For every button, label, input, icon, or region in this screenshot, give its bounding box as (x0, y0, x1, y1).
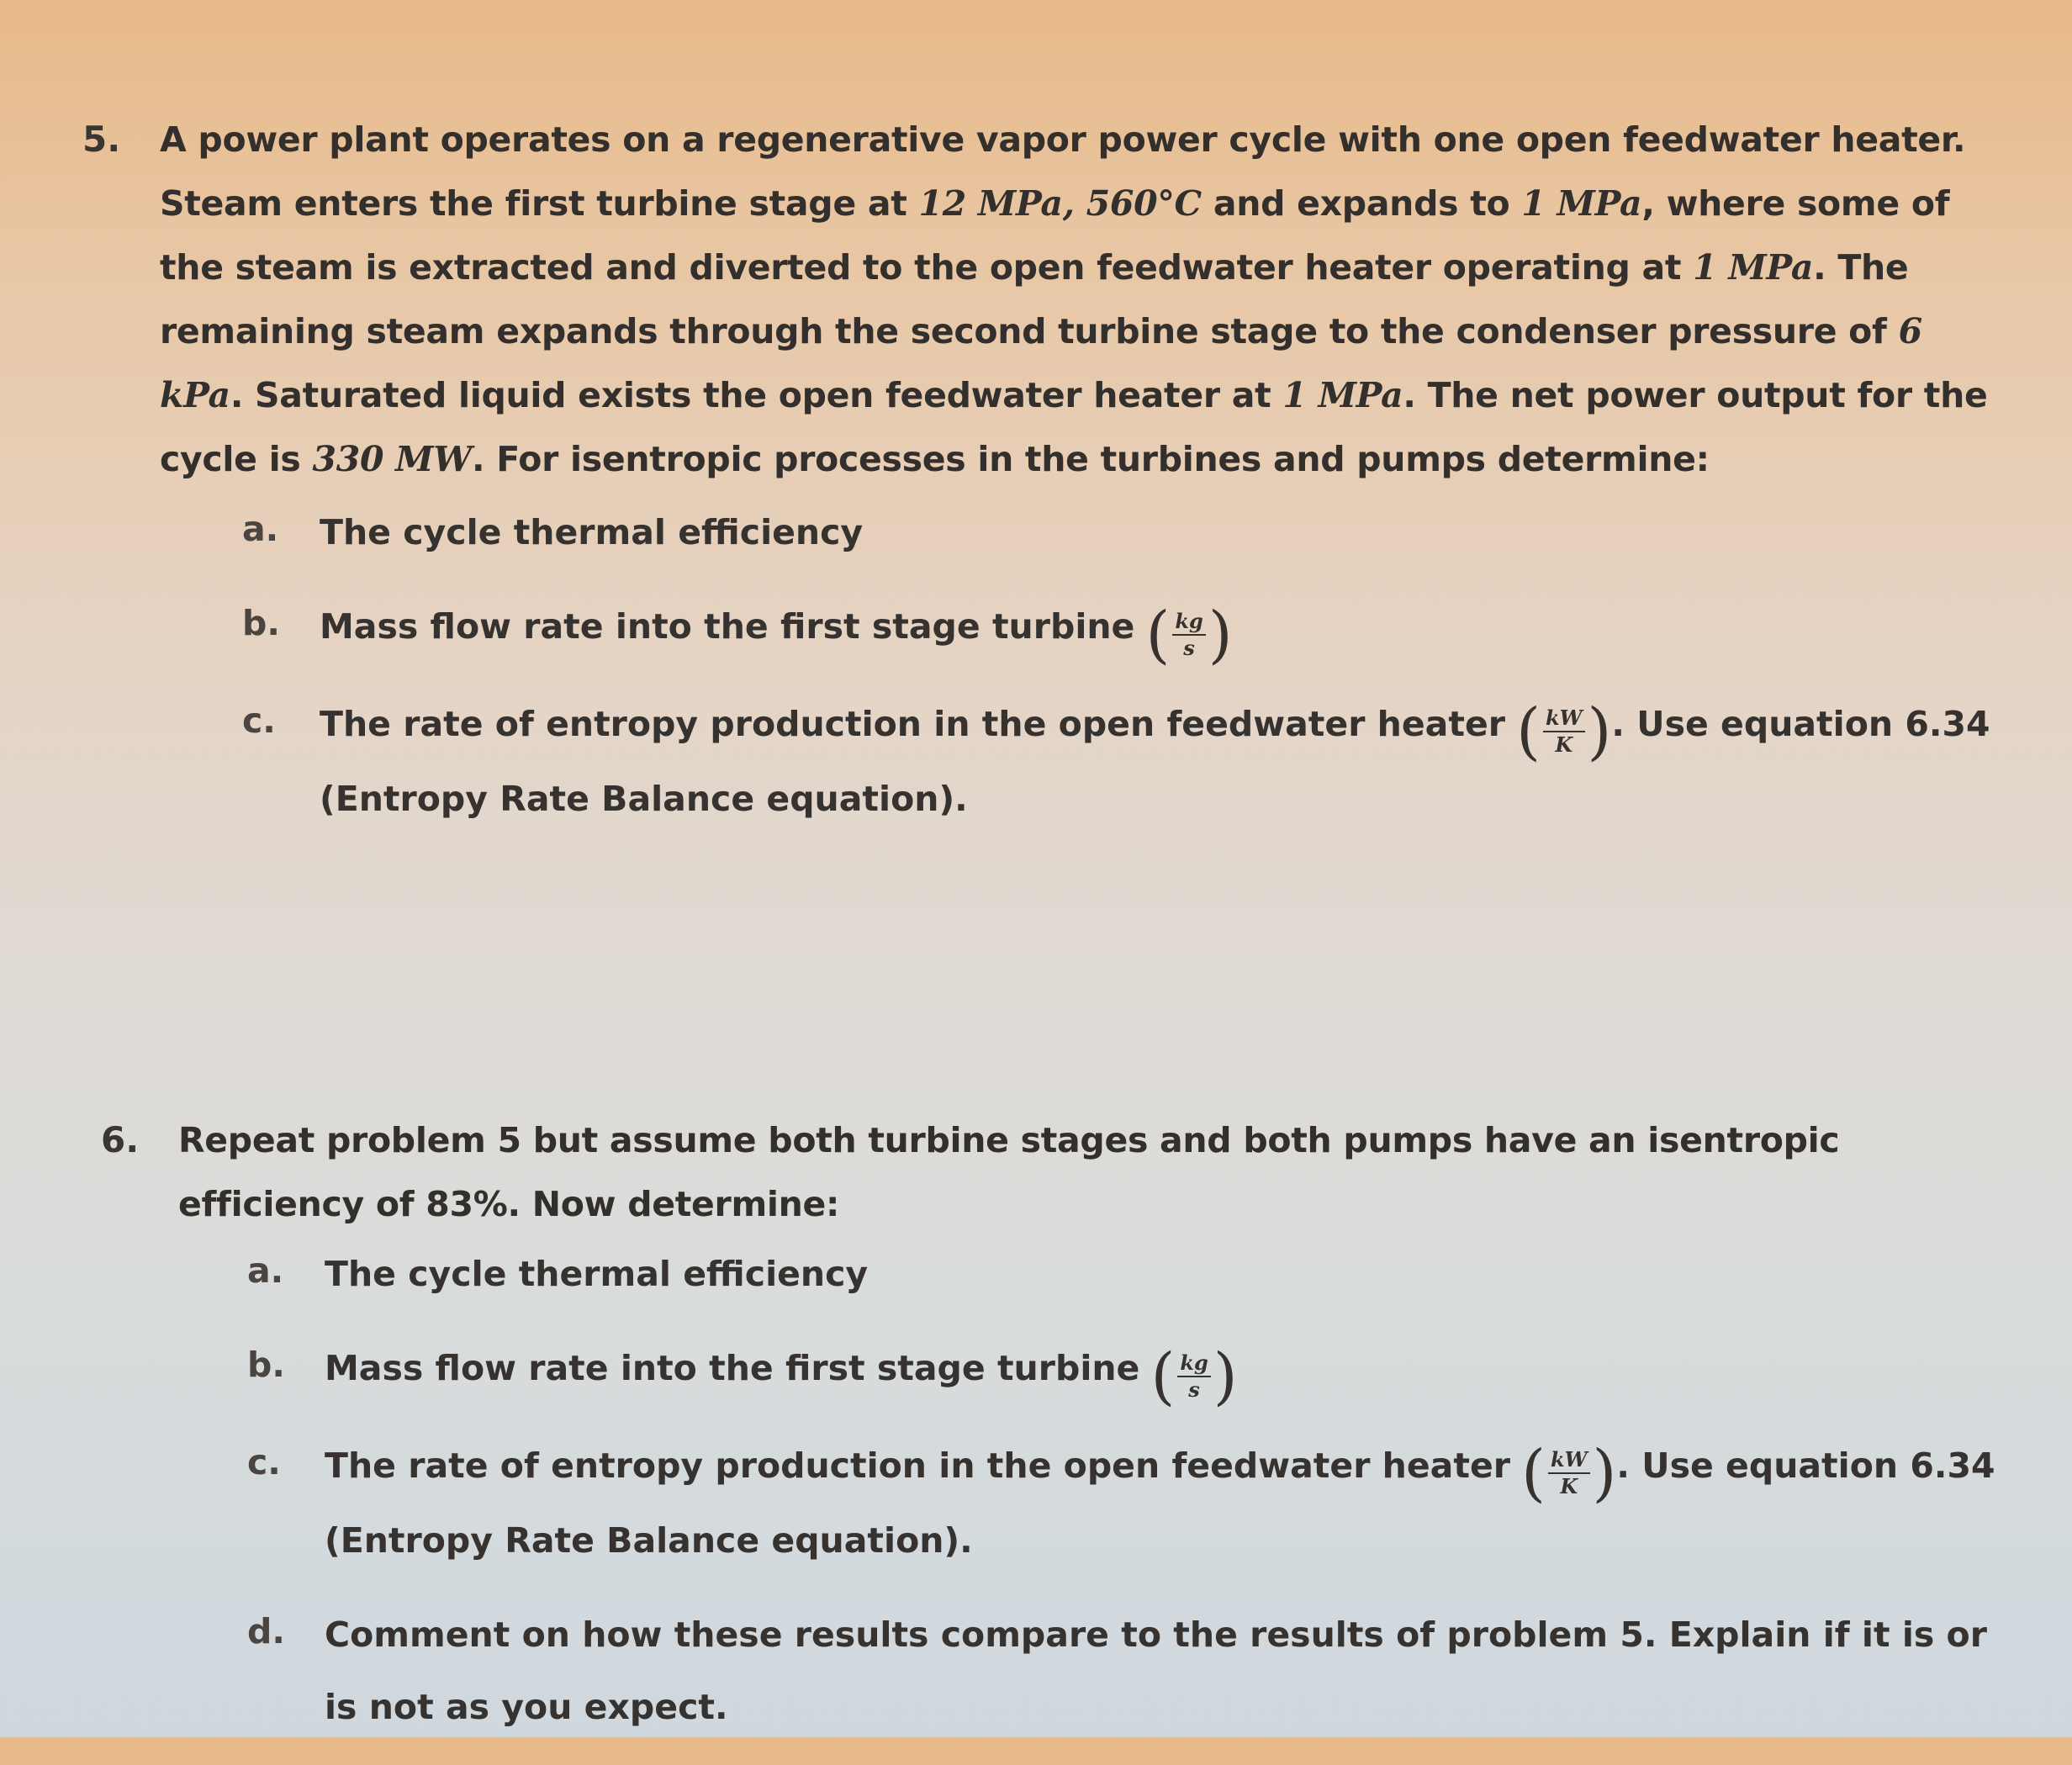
problem-6 (101, 1108, 2018, 1765)
unit-denominator: K (1555, 732, 1573, 757)
subquestion-letter: c. (242, 700, 276, 741)
problem-number: 5. (82, 119, 121, 160)
math-condenser-pressure: 6 kPa (160, 311, 1922, 415)
math-heater-exit-pressure: 1 MPa (1282, 375, 1403, 415)
subquestion-text: Mass flow rate into the first stage turbine (320, 606, 1135, 647)
subquestion-text: The cycle thermal efficiency (320, 512, 864, 552)
subquestion-text: The rate of entropy production in the open feedwater heater (325, 1445, 1510, 1486)
subquestion-list (247, 1238, 2018, 1743)
unit-numerator: kW (1543, 707, 1585, 732)
subquestion-c (247, 1429, 2018, 1577)
subquestion-list (242, 496, 2016, 835)
math-inlet-state: 12 MPa, 560°C (918, 183, 1202, 224)
statement-text: , where some of the steam is extracted and diverted to the open feedwater heater operating at (160, 183, 1950, 288)
problem-number: 6. (101, 1119, 140, 1160)
unit-fraction: ( $\frac{kW}{K}$ ) (1521, 1437, 1617, 1509)
subquestion-d (247, 1599, 2018, 1743)
statement-text: and expands to (1201, 183, 1522, 224)
subquestion-text: The rate of entropy production in the open feedwater heater (320, 703, 1505, 744)
subquestion-a (242, 496, 2016, 568)
unit-fraction: ( $\frac{kg}{s}$ ) (1145, 598, 1233, 671)
subquestion-letter: d. (247, 1611, 285, 1651)
unit-fraction: ( $\frac{kW}{K}$ ) (1516, 695, 1612, 768)
subquestion-letter: b. (242, 603, 280, 643)
subquestion-text-continued: . Use equation 6.34 (Entropy Rate Balance equation). (320, 703, 1990, 819)
subquestion-c (242, 688, 2016, 836)
statement-text: . The net power output for the cycle is (160, 375, 1988, 479)
subquestion-letter: c. (247, 1441, 281, 1482)
subquestion-text: Mass flow rate into the first stage turbine (325, 1348, 1140, 1388)
statement-text: . Saturated liquid exists the open feedwater heater at (230, 375, 1283, 415)
unit-denominator: s (1183, 635, 1195, 660)
unit-fraction: ( $\frac{kg}{s}$ ) (1150, 1340, 1238, 1413)
problem-statement: Repeat problem 5 but assume both turbine stages and both pumps have an isentropic efficiency of 83%. Now determine: (178, 1120, 1840, 1224)
subquestion-letter: a. (247, 1250, 284, 1291)
statement-text: . For isentropic processes in the turbines and pumps determine: (472, 439, 1710, 479)
unit-denominator: s (1188, 1377, 1200, 1402)
statement-text: A power plant operates on a regenerative vapor power cycle with one open feedwater heater. Steam enters the first turbine stage at (160, 119, 1966, 224)
statement-text: . The remaining steam expands through the second turbine stage to the condenser pressure of (160, 247, 1909, 351)
problem-5 (82, 108, 2016, 857)
unit-numerator: kg (1177, 1352, 1210, 1377)
subquestion-text-continued: . Use equation 6.34 (Entropy Rate Balance equation). (325, 1445, 1995, 1561)
subquestion-b (242, 590, 2016, 671)
math-extraction-pressure: 1 MPa (1521, 183, 1642, 224)
problem-statement (160, 108, 2016, 491)
subquestion-a (247, 1238, 2018, 1310)
unit-numerator: kg (1172, 610, 1205, 636)
subquestion-text: The cycle thermal efficiency (325, 1254, 869, 1294)
unit-numerator: kW (1548, 1449, 1590, 1474)
math-heater-pressure: 1 MPa (1693, 247, 1814, 288)
subquestion-letter: b. (247, 1345, 285, 1385)
subquestion-text: Comment on how these results compare to the results of problem 5. Explain if it is or is not as you expect. (325, 1614, 1987, 1727)
subquestion-letter: a. (242, 509, 279, 549)
unit-denominator: K (1560, 1474, 1578, 1498)
subquestion-b (247, 1332, 2018, 1413)
math-net-power: 330 MW (312, 439, 472, 479)
